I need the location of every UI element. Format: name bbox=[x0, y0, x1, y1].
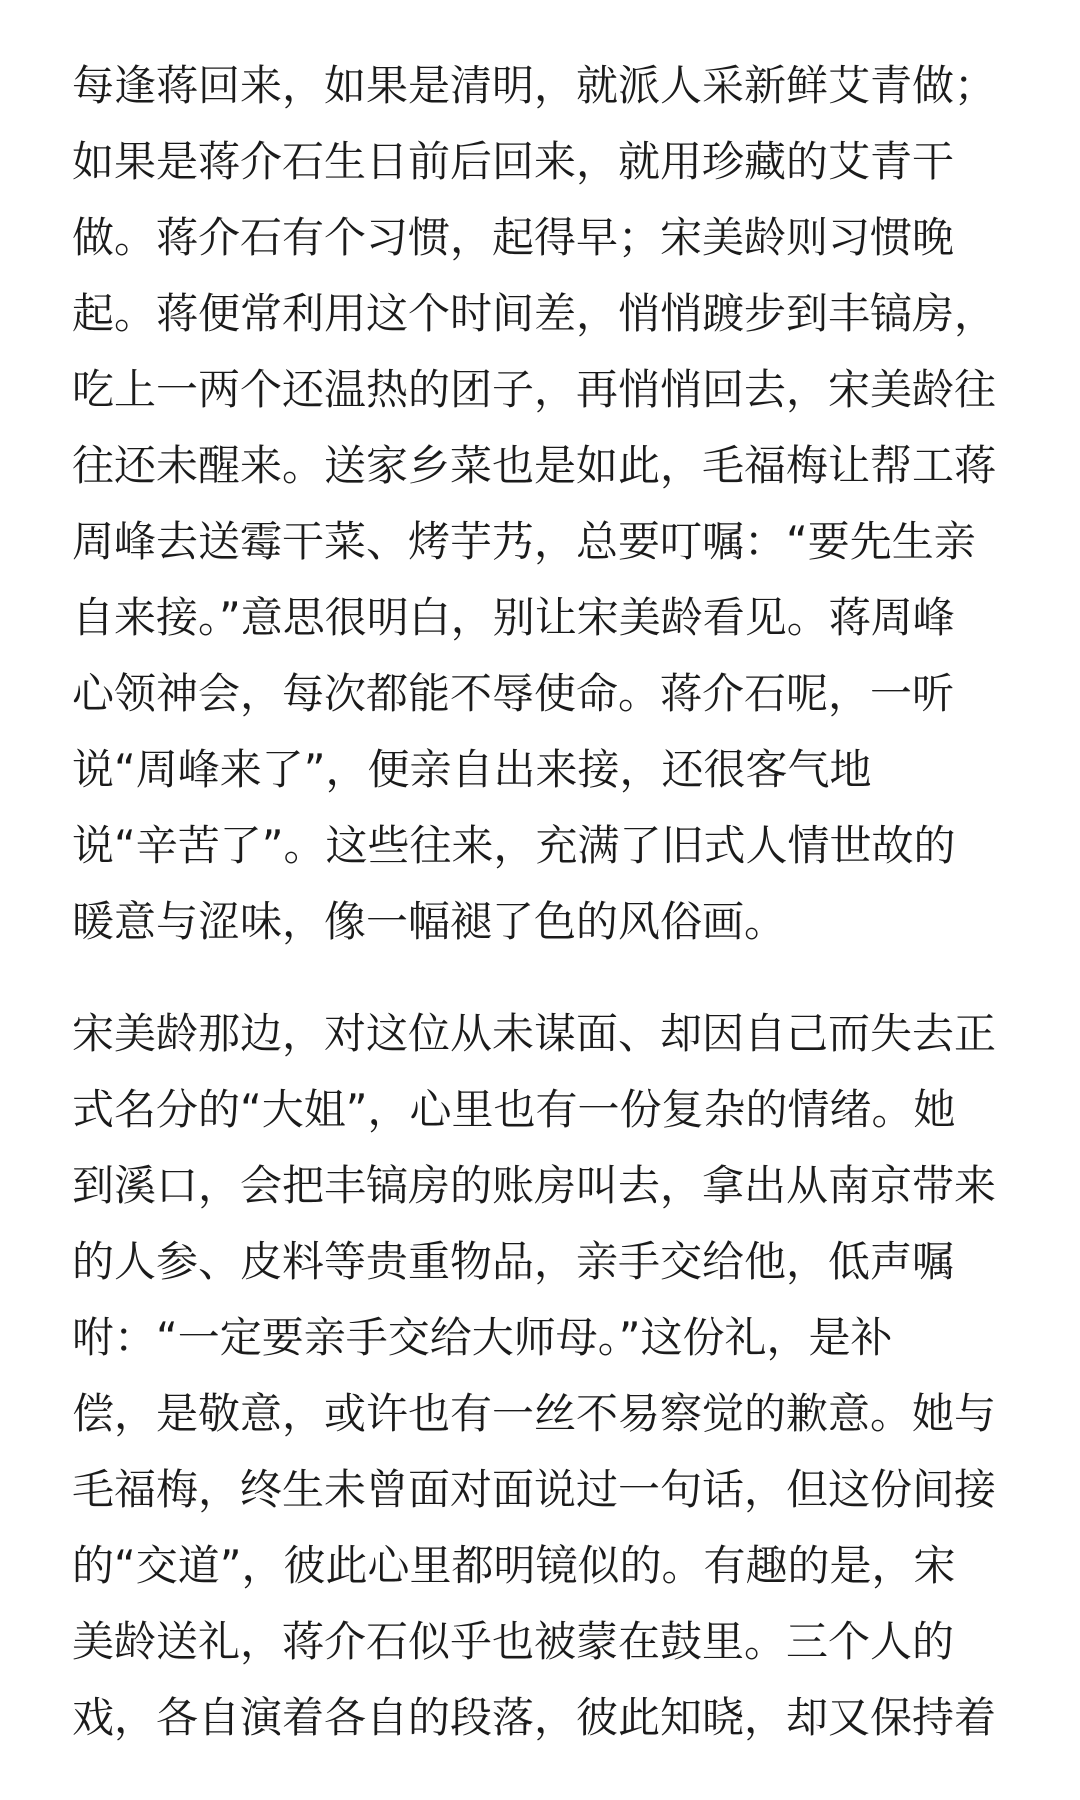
text-line: 的人参、皮料等贵重物品，亲手交给他，低声嘱 bbox=[72, 1237, 955, 1286]
text-line: 做。蒋介石有个习惯，起得早；宋美龄则习惯晚 bbox=[72, 213, 955, 262]
paragraph-1 bbox=[72, 48, 1012, 960]
text-line: 每逢蒋回来，如果是清明，就派人采新鲜艾青做； bbox=[72, 61, 997, 110]
text-line: 周峰去送霉干菜、烤芋艿，总要叮嘱：“要先生亲 bbox=[72, 517, 976, 566]
text-line: 说“周峰来了”，便亲自出来接，还很客气地 bbox=[72, 745, 872, 794]
text-line: 美龄送礼，蒋介石似乎也被蒙在鼓里。三个人的 bbox=[72, 1617, 955, 1666]
text-line: 宋美龄那边，对这位从未谋面、却因自己而失去正 bbox=[72, 1009, 997, 1058]
text-line: 如果是蒋介石生日前后回来，就用珍藏的艾青干 bbox=[72, 137, 955, 186]
paragraph-2 bbox=[72, 996, 1012, 1756]
text-line: 心领神会，每次都能不辱使命。蒋介石呢，一听 bbox=[72, 669, 955, 718]
text-line: 到溪口，会把丰镐房的账房叫去，拿出从南京带来 bbox=[72, 1161, 997, 1210]
text-line: 的“交道”，彼此心里都明镜似的。有趣的是，宋 bbox=[72, 1541, 956, 1590]
text-line: 毛福梅，终生未曾面对面说过一句话，但这份间接 bbox=[72, 1465, 997, 1514]
text-line: 咐：“一定要亲手交给大师母。”这份礼，是补 bbox=[72, 1313, 893, 1362]
text-line: 式名分的“大姐”，心里也有一份复杂的情绪。她 bbox=[72, 1085, 956, 1134]
text-line: 自来接。”意思很明白，别让宋美龄看见。蒋周峰 bbox=[72, 593, 955, 642]
text-line: 暖意与涩味，像一幅褪了色的风俗画。 bbox=[72, 897, 787, 946]
text-line: 起。蒋便常利用这个时间差，悄悄踱步到丰镐房， bbox=[72, 289, 997, 338]
text-line: 戏，各自演着各自的段落，彼此知晓，却又保持着 bbox=[72, 1693, 997, 1742]
text-line: 吃上一两个还温热的团子，再悄悄回去，宋美龄往 bbox=[72, 365, 997, 414]
text-line: 偿，是敬意，或许也有一丝不易察觉的歉意。她与 bbox=[72, 1389, 997, 1438]
text-line: 说“辛苦了”。这些往来，充满了旧式人情世故的 bbox=[72, 821, 956, 870]
text-line: 往还未醒来。送家乡菜也是如此，毛福梅让帮工蒋 bbox=[72, 441, 997, 490]
article-body bbox=[72, 48, 1012, 1792]
